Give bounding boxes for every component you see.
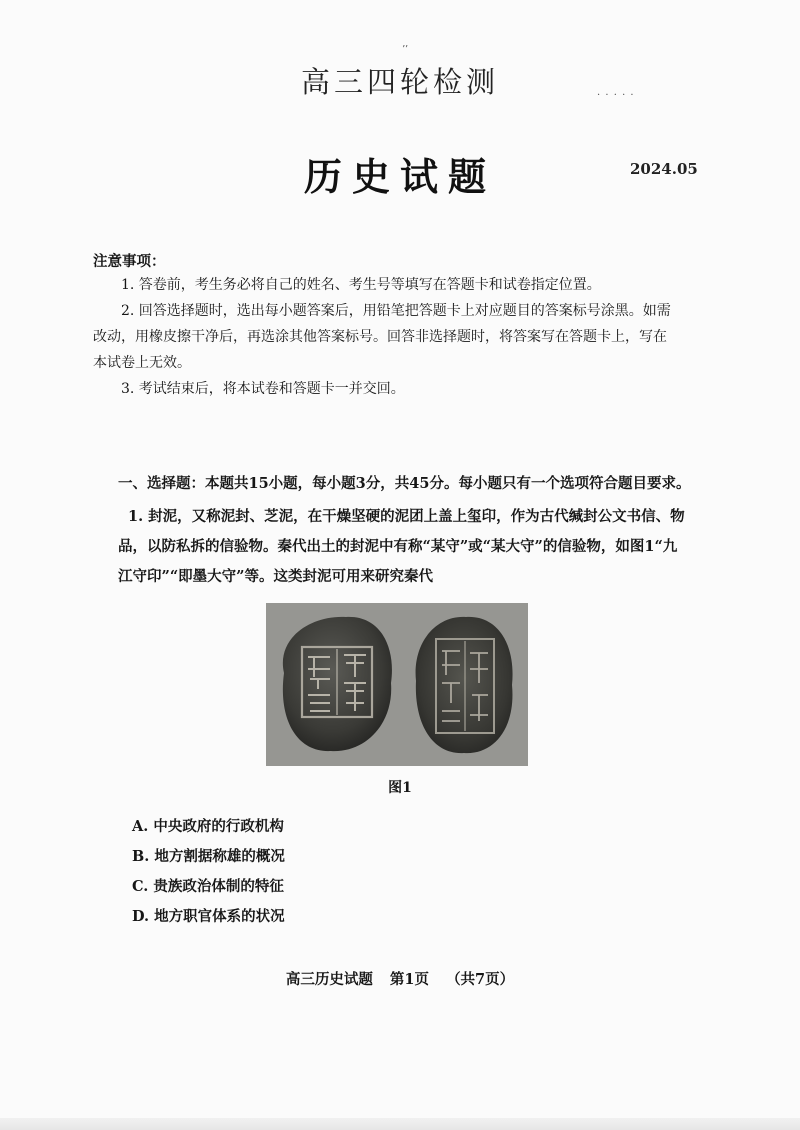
notice-item-1: 1. 答卷前，考生务必将自己的姓名、考生号等填写在答题卡和试卷指定位置。 bbox=[121, 277, 601, 293]
scan-mark: ʼʼ bbox=[402, 45, 408, 55]
answer-options bbox=[132, 812, 285, 932]
footer-title: 高三历史试题 bbox=[285, 971, 373, 988]
scan-dots: · · · · · bbox=[597, 90, 635, 101]
seal-left-jiujiang bbox=[283, 617, 392, 751]
footer-total: （共7页） bbox=[446, 971, 515, 988]
notice-item-2: 2. 回答选择题时，选出每小题答案后，用铅笔把答题卡上对应题目的答案标号涂黑。如需改动，用橡皮擦干净后，再选涂其他答案标号。回答非选择题时，将答案写在答题卡上，写在本试卷上无效。 bbox=[93, 303, 671, 371]
notice-heading: 注意事项： bbox=[93, 253, 166, 270]
exam-name: 高三四轮检测 bbox=[300, 65, 499, 99]
scan-bottom-edge bbox=[0, 1118, 800, 1130]
option-a: A. 中央政府的行政机构 bbox=[132, 818, 284, 835]
option-b: B. 地方割据称雄的概况 bbox=[132, 848, 285, 865]
footer-page: 第1页 bbox=[389, 971, 429, 988]
figure-1-seal-photo bbox=[266, 603, 528, 766]
exam-date: 2024.05 bbox=[630, 160, 698, 178]
question-1 bbox=[118, 502, 690, 592]
subject-title: 历史试题 bbox=[303, 154, 496, 199]
seal-right-jimo bbox=[416, 617, 513, 753]
notice-item-3: 3. 考试结束后，将本试卷和答题卡一并交回。 bbox=[121, 381, 405, 397]
section-heading: 一、选择题：本题共15小题，每小题3分，共45分。每小题只有一个选项符合题目要求。 bbox=[118, 475, 691, 492]
page-footer bbox=[0, 968, 800, 989]
notice-list bbox=[93, 272, 673, 402]
option-c: C. 贵族政治体制的特征 bbox=[132, 878, 284, 895]
option-d: D. 地方职官体系的状况 bbox=[132, 908, 285, 925]
figure-caption: 图1 bbox=[388, 780, 412, 796]
question-1-stem: 1. 封泥，又称泥封、芝泥，在干燥坚硬的泥团上盖上玺印，作为古代缄封公文书信、物品，以防私拆的信验物。秦代出土的封泥中有称“某守”或“某大守”的信验物，如图1“九江守印”“即墨大守”等。这类封泥可用来研究秦代 bbox=[118, 508, 685, 585]
